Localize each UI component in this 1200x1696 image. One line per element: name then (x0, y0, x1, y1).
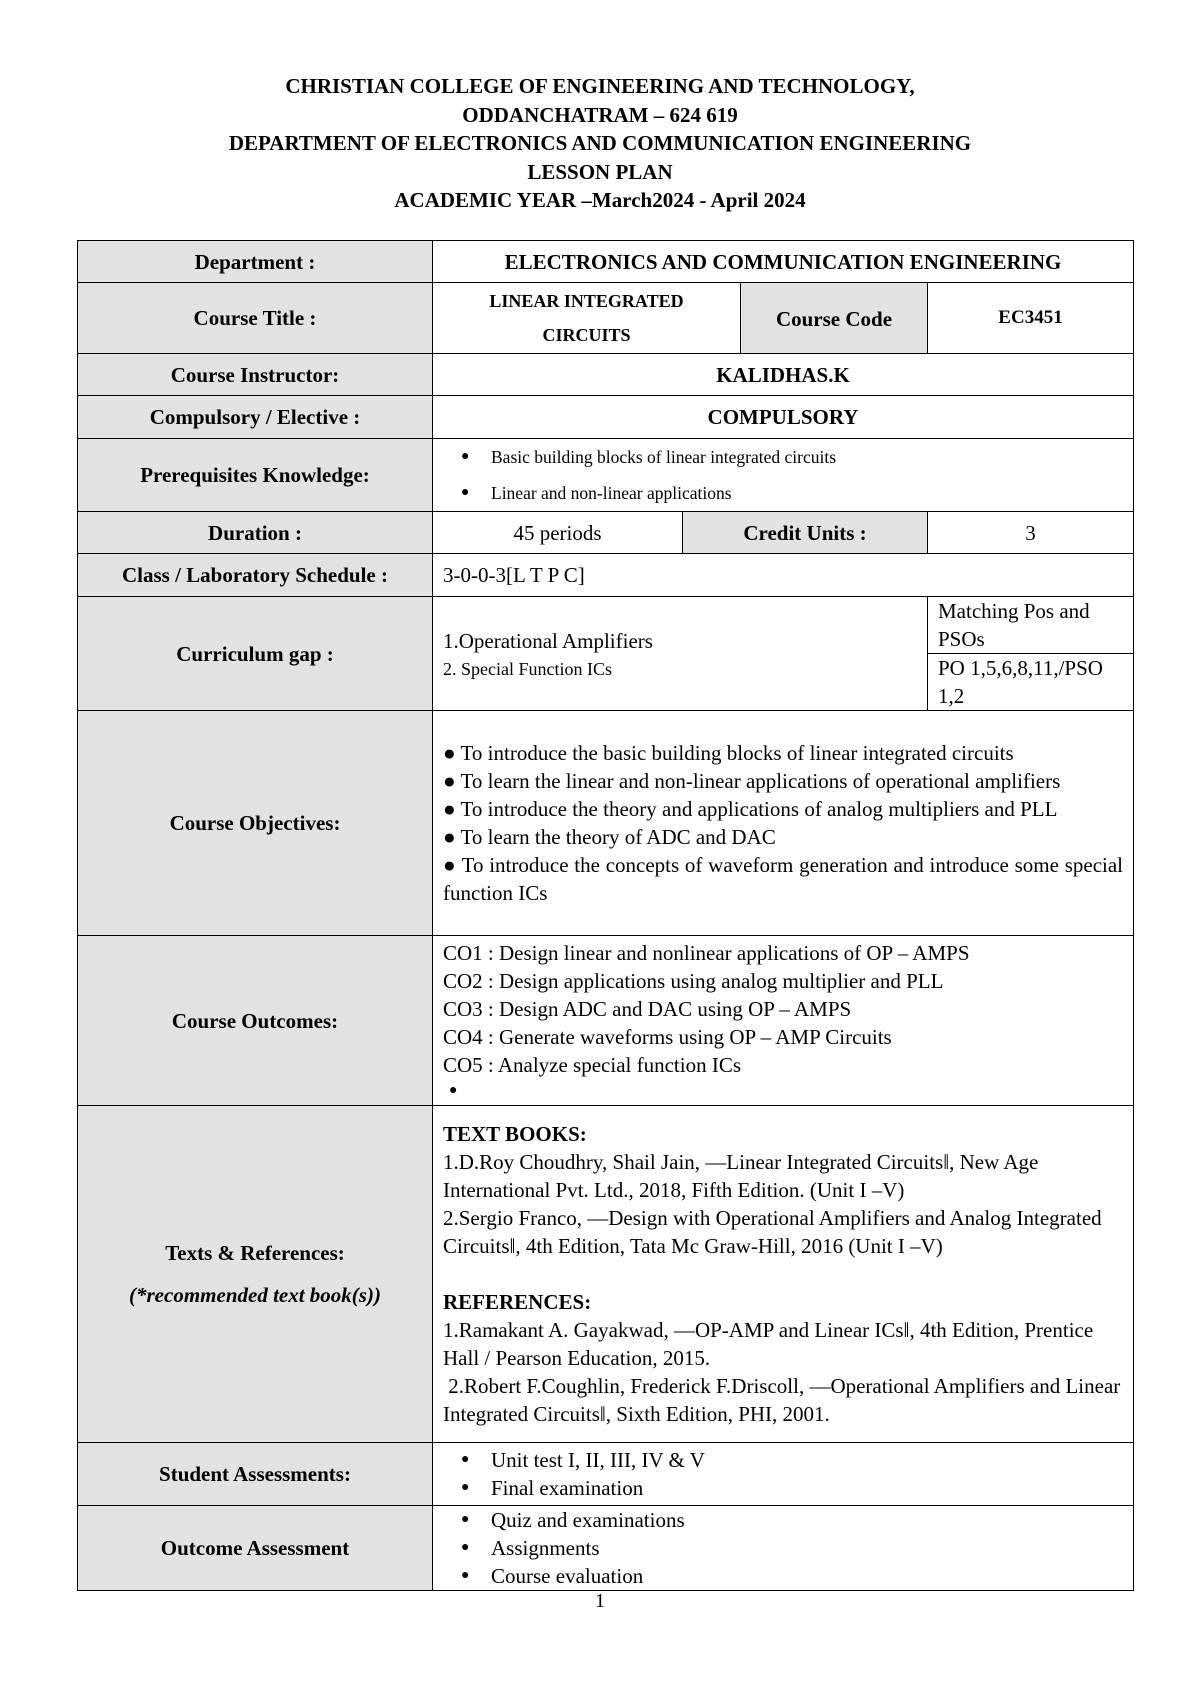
outcomes-label: Course Outcomes: (78, 936, 433, 1106)
assessment-item: ● Unit test I, II, III, IV & V (491, 1446, 1123, 1474)
outcome-item: CO5 : Analyze special function ICs (443, 1052, 742, 1077)
textbook-2-part-1: 2.Sergio Franco, ―Design with Operational Amplifiers and Analog Integrated (443, 1206, 1102, 1230)
outcome-item: CO3 : Design ADC and DAC using OP – AMPS (443, 996, 852, 1021)
prerequisites-row (78, 439, 1134, 512)
outcomes-row (78, 936, 1134, 1106)
prerequisites-list (443, 439, 1123, 511)
course-type-row (78, 396, 1134, 439)
texts-label-cell (78, 1106, 433, 1443)
department-label: Department : (78, 241, 433, 283)
student-assessments-label: Student Assessments: (78, 1443, 433, 1506)
course-code-value: EC3451 (928, 283, 1134, 354)
objective-item: ● To learn the theory of ADC and DAC (443, 825, 776, 849)
reference-1: 1.Ramakant A. Gayakwad, ―OP-AMP and Linear ICs‖, 4th Edition, Prentice Hall / Pearson Education, 2015. (443, 1318, 1094, 1370)
trailing-bullet: ● (449, 1082, 458, 1098)
matching-pos-label: Matching Pos and PSOs (928, 597, 1134, 654)
objective-item: ● To introduce the basic building blocks of linear integrated circuits (443, 741, 1014, 765)
outcome-item: CO2 : Design applications using analog multiplier and PLL (443, 968, 944, 993)
college-name: CHRISTIAN COLLEGE OF ENGINEERING AND TECHNOLOGY, (285, 74, 915, 98)
outcome-assessment-row (78, 1506, 1134, 1591)
objectives-row (78, 711, 1134, 936)
outcomes-value (433, 936, 1134, 1106)
course-title-line-1: LINEAR INTEGRATED (489, 291, 684, 311)
outcome-item: CO4 : Generate waveforms using OP – AMP Circuits (443, 1024, 892, 1049)
college-location: ODDANCHATRAM – 624 619 (462, 102, 738, 127)
duration-row (78, 512, 1134, 554)
schedule-value: 3-0-0-3[L T P C] (433, 554, 1134, 597)
objective-item: ● To introduce the concepts of waveform generation and introduce some special function ICs (443, 853, 1124, 905)
outcome-assessment-value (433, 1506, 1134, 1591)
outcome-assessment-item: ● Quiz and examinations (491, 1506, 1123, 1534)
outcome-assessment-list (443, 1506, 1123, 1590)
duration-value: 45 periods (433, 512, 683, 554)
prerequisite-item: ● Basic building blocks of linear integrated circuits (491, 439, 1123, 475)
course-title-label: Course Title : (78, 283, 433, 354)
curriculum-gap-row (78, 597, 1134, 654)
outcome-assessment-item: ● Course evaluation (491, 1562, 1123, 1590)
course-title-value (433, 283, 741, 354)
reference-2: 2.Robert F.Coughlin, Frederick F.Driscoll, ―Operational Amplifiers and Linear Integrated Circuits‖, Sixth Edition, PHI, 2001. (443, 1374, 1126, 1426)
document-title: LESSON PLAN (527, 159, 673, 184)
student-assessments-row (78, 1443, 1134, 1506)
instructor-row (78, 354, 1134, 396)
prerequisite-item: ● Linear and non-linear applications (491, 475, 1123, 511)
textbook-2-part-2: Circuits‖, 4th Edition, Tata Mc Graw-Hill, 2016 (Unit I –V) (443, 1234, 943, 1258)
objective-item: ● To learn the linear and non-linear applications of operational amplifiers (443, 769, 1061, 793)
schedule-label: Class / Laboratory Schedule : (78, 554, 433, 597)
instructor-value: KALIDHAS.K (433, 354, 1134, 396)
course-type-label: Compulsory / Elective : (78, 396, 433, 439)
course-code-label: Course Code (741, 283, 928, 354)
spacer (443, 1260, 1123, 1288)
student-assessments-list (443, 1446, 1123, 1502)
page-number: 1 (595, 1590, 605, 1612)
curriculum-gap-item-1: 1.Operational Amplifiers (443, 628, 653, 653)
department-value: ELECTRONICS AND COMMUNICATION ENGINEERING (433, 241, 1134, 283)
course-title-line-2: CIRCUITS (542, 325, 631, 345)
document-header (0, 72, 1200, 215)
outcome-item: CO1 : Design linear and nonlinear applications of OP – AMPS (443, 940, 970, 965)
schedule-row (78, 554, 1134, 597)
duration-label: Duration : (78, 512, 433, 554)
credit-units-label: Credit Units : (683, 512, 928, 554)
instructor-label: Course Instructor: (78, 354, 433, 396)
objectives-value (433, 711, 1134, 936)
texts-value (433, 1106, 1134, 1443)
department-row (78, 241, 1134, 283)
student-assessments-value (433, 1443, 1134, 1506)
textbooks-heading: TEXT BOOKS: (443, 1122, 587, 1146)
course-title-row (78, 283, 1134, 354)
prerequisites-value (433, 439, 1134, 512)
outcome-assessment-item: ● Assignments (491, 1534, 1123, 1562)
texts-label: Texts & References: (165, 1241, 345, 1265)
curriculum-gap-label: Curriculum gap : (78, 597, 433, 711)
lesson-plan-table (77, 240, 1134, 1591)
outcome-assessment-label: Outcome Assessment (78, 1506, 433, 1591)
textbook-1: 1.D.Roy Choudhry, Shail Jain, ―Linear Integrated Circuits‖, New Age International Pvt. Ltd., 2018, Fifth Edition. (Unit I –V) (443, 1150, 1039, 1202)
department-heading: DEPARTMENT OF ELECTRONICS AND COMMUNICATION ENGINEERING (228, 131, 972, 155)
objective-item: ● To introduce the theory and applications of analog multipliers and PLL (443, 797, 1058, 821)
assessment-item: ● Final examination (491, 1474, 1123, 1502)
texts-sublabel: (*recommended text book(s)) (129, 1283, 381, 1307)
prerequisites-label: Prerequisites Knowledge: (78, 439, 433, 512)
credit-units-value: 3 (928, 512, 1134, 554)
texts-row (78, 1106, 1134, 1443)
course-type-value: COMPULSORY (433, 396, 1134, 439)
curriculum-gap-value (433, 597, 928, 711)
academic-year: ACADEMIC YEAR –March2024 - April 2024 (394, 188, 806, 212)
references-heading: REFERENCES: (443, 1290, 592, 1314)
curriculum-gap-item-2: 2. Special Function ICs (443, 658, 612, 679)
objectives-label: Course Objectives: (78, 711, 433, 936)
matching-pos-value: PO 1,5,6,8,11,/PSO 1,2 (928, 654, 1134, 711)
